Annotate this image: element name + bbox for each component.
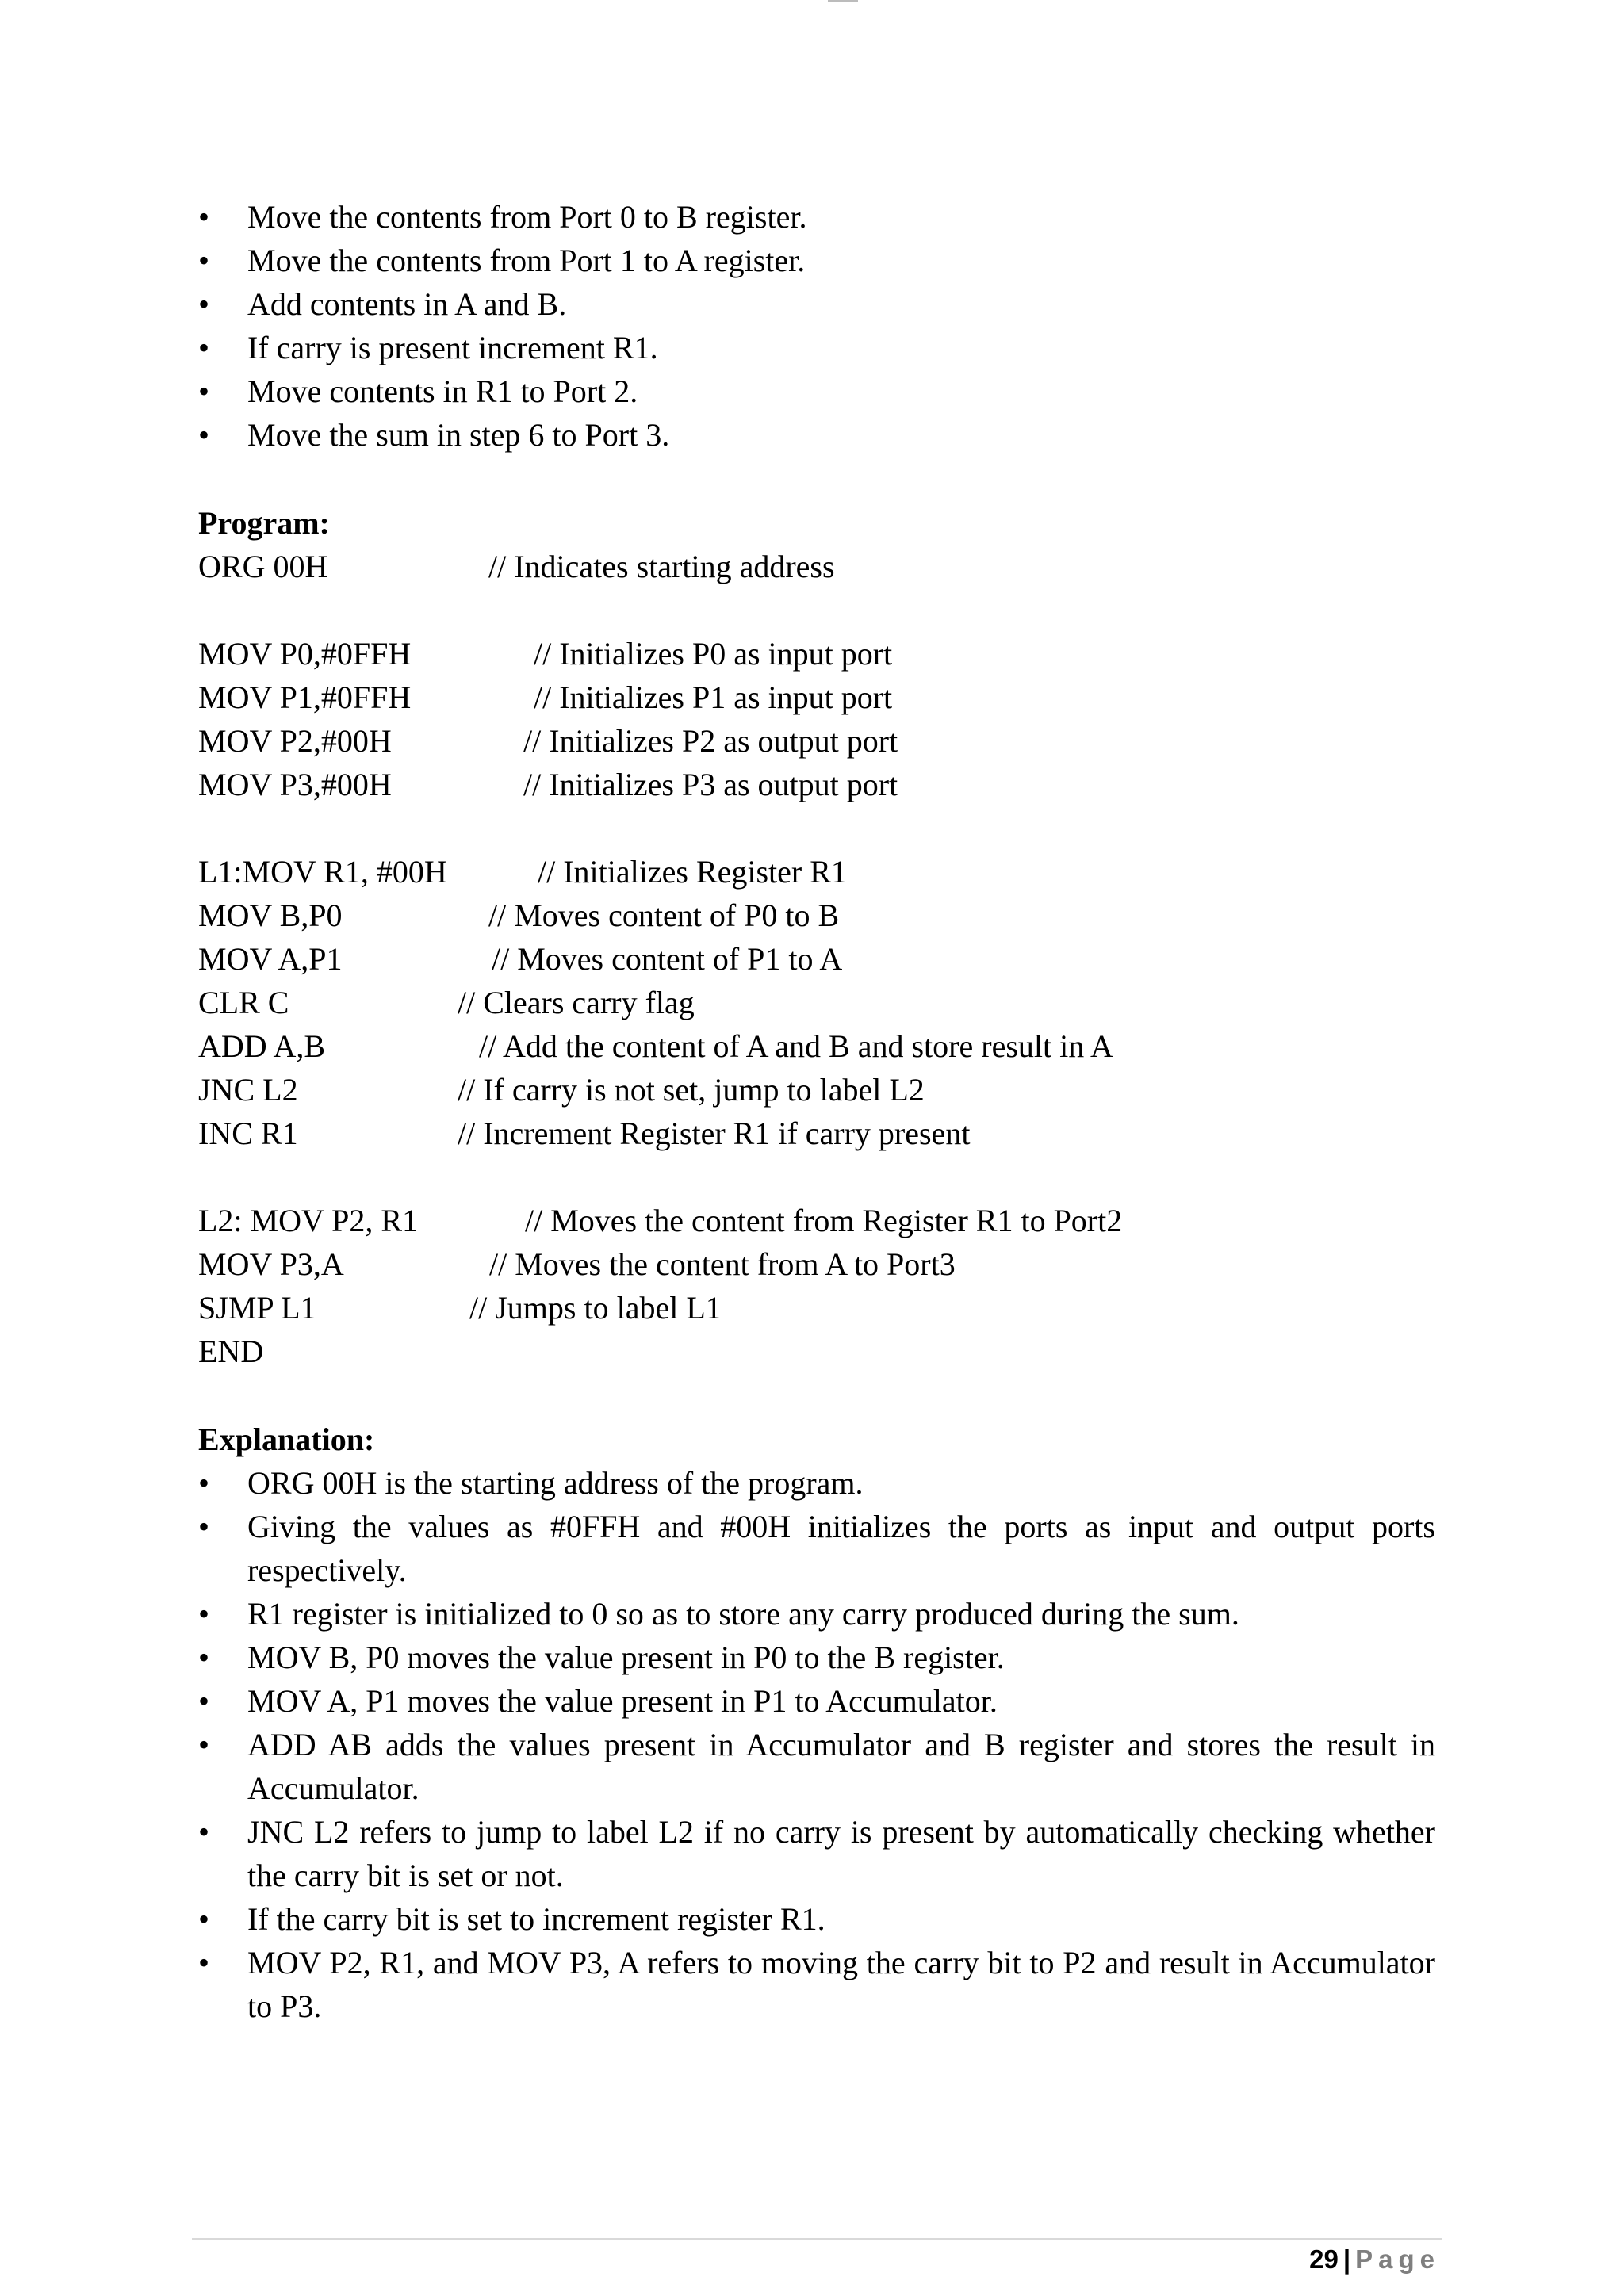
step-item: • Move contents in R1 to Port 2.: [198, 369, 1435, 413]
code-comment: // Initializes P3 as output port: [523, 767, 898, 802]
code-instruction: ADD A,B: [198, 1028, 326, 1064]
code-instruction: SJMP L1: [198, 1290, 316, 1326]
code-instruction: MOV A,P1: [198, 941, 343, 977]
code-instruction: MOV P1,#0FFH: [198, 679, 412, 715]
code-instruction: MOV P2,#00H: [198, 723, 392, 759]
code-comment: // Add the content of A and B and store result in A: [479, 1028, 1113, 1064]
code-comment: // Initializes P1 as input port: [534, 679, 893, 715]
code-comment: // Indicates starting address: [488, 549, 835, 584]
code-instruction: MOV P3,#00H: [198, 767, 392, 802]
explanation-item: • ORG 00H is the starting address of the program.: [198, 1461, 1435, 1505]
code-instruction: CLR C: [198, 985, 289, 1020]
explanation-heading: Explanation:: [198, 1422, 375, 1457]
code-comment: // Jumps to label L1: [469, 1290, 722, 1326]
code-instruction: L1:MOV R1, #00H: [198, 854, 447, 890]
footer-divider: [192, 2238, 1442, 2240]
algorithm-steps-list: [198, 195, 1435, 457]
code-instruction: MOV B,P0: [198, 897, 343, 933]
code-comment: // Moves the content from Register R1 to Port2: [525, 1203, 1123, 1238]
code-instruction: ORG 00H: [198, 549, 328, 584]
explanation-item: • ADD AB adds the values present in Accumulator and B register and stores the result in Accumulator.: [198, 1723, 1435, 1810]
explanation-item: • MOV B, P0 moves the value present in P0 to the B register.: [198, 1636, 1435, 1679]
code-comment: // Increment Register R1 if carry present: [458, 1115, 971, 1151]
explanation-item: • R1 register is initialized to 0 so as to store any carry produced during the sum.: [198, 1592, 1435, 1636]
code-comment: // Clears carry flag: [458, 985, 695, 1020]
code-instruction: INC R1: [198, 1115, 298, 1151]
footer-separator: |: [1342, 2244, 1351, 2274]
code-comment: // Initializes Register R1: [538, 854, 847, 890]
step-item: • Move the sum in step 6 to Port 3.: [198, 413, 1435, 457]
code-comment: // Initializes P2 as output port: [523, 723, 898, 759]
code-instruction: MOV P3,A: [198, 1246, 344, 1282]
code-comment: // Moves the content from A to Port3: [489, 1246, 956, 1282]
code-comment: // Initializes P0 as input port: [534, 636, 893, 672]
program-heading: Program:: [198, 505, 330, 541]
code-comment: // Moves content of P1 to A: [492, 941, 843, 977]
explanation-item: • MOV A, P1 moves the value present in P1 to Accumulator.: [198, 1679, 1435, 1723]
explanation-item: • Giving the values as #0FFH and #00H initializes the ports as input and output ports respectively.: [198, 1505, 1435, 1592]
step-item: • Move the contents from Port 1 to A register.: [198, 239, 1435, 282]
explanation-list: [198, 1461, 1435, 2028]
step-item: • Add contents in A and B.: [198, 282, 1435, 326]
explanation-item: • JNC L2 refers to jump to label L2 if no carry is present by automatically checking whether the carry bit is set or not.: [198, 1810, 1435, 1897]
step-item: • Move the contents from Port 0 to B register.: [198, 195, 1435, 239]
page-number: 29: [1309, 2244, 1339, 2274]
code-instruction: JNC L2: [198, 1072, 298, 1108]
explanation-item: • MOV P2, R1, and MOV P3, A refers to moving the carry bit to P2 and result in Accumulator to P3.: [198, 1941, 1435, 2028]
code-instruction: END: [198, 1334, 264, 1369]
code-comment: // Moves content of P0 to B: [488, 897, 840, 933]
page-label: Page: [1355, 2244, 1440, 2274]
code-instruction: L2: MOV P2, R1: [198, 1203, 419, 1238]
step-item: • If carry is present increment R1.: [198, 326, 1435, 369]
code-comment: // If carry is not set, jump to label L2: [458, 1072, 925, 1108]
code-instruction: MOV P0,#0FFH: [198, 636, 412, 672]
header-mark: [828, 0, 858, 2]
page-footer: [1309, 2244, 1440, 2275]
explanation-item: • If the carry bit is set to increment register R1.: [198, 1897, 1435, 1941]
